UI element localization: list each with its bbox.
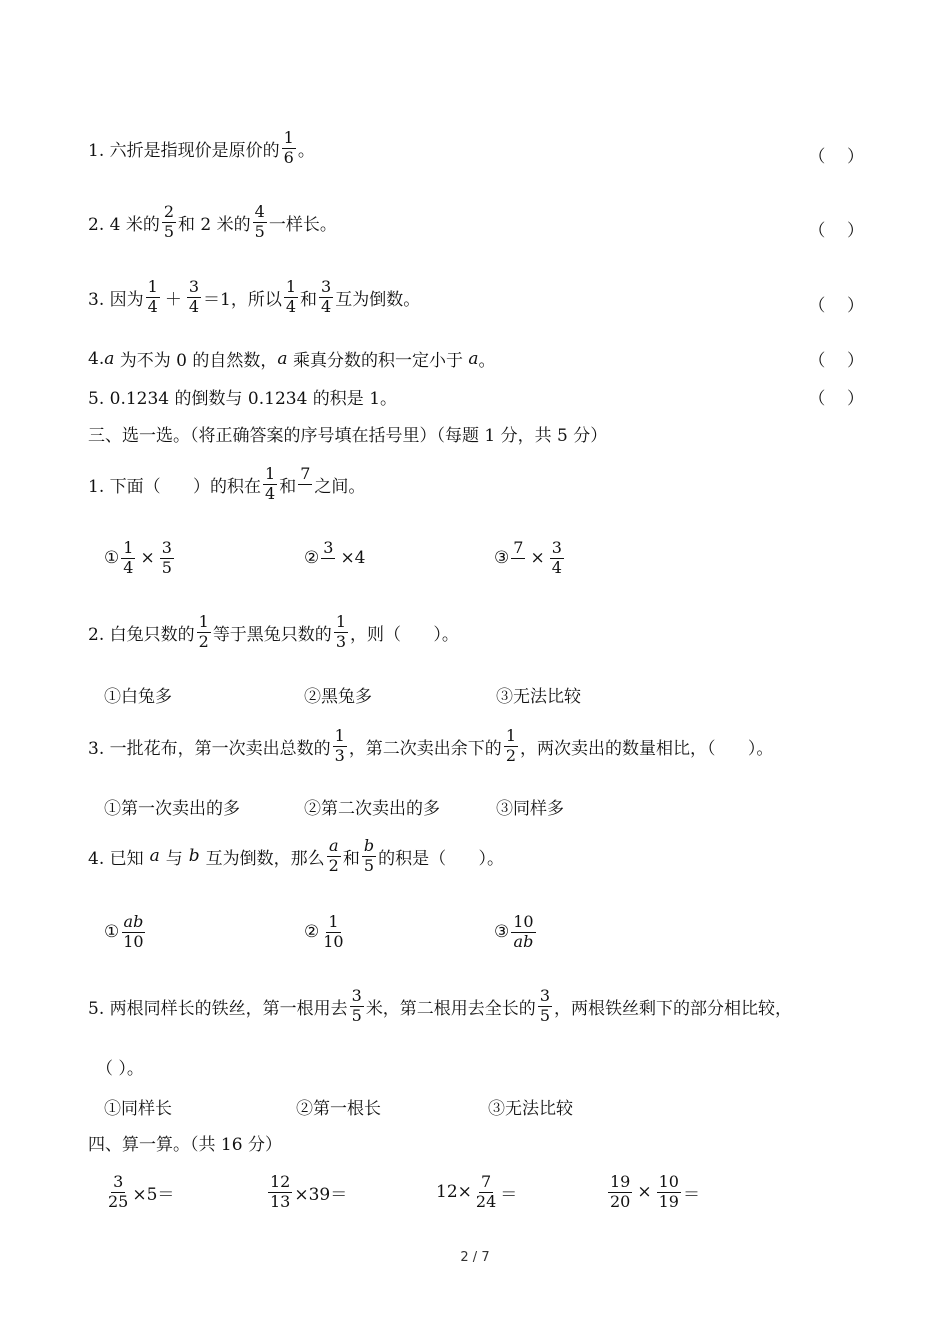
- denominator: [298, 485, 312, 503]
- option-mark: ②: [304, 922, 320, 943]
- q-text: 1. 六折是指现价是原价的: [88, 140, 280, 161]
- s3-q3: [88, 728, 773, 765]
- numerator: 19: [610, 1172, 631, 1191]
- denominator: 4: [551, 557, 562, 577]
- calc-4: [606, 1174, 700, 1211]
- numerator: 1: [334, 726, 345, 745]
- denominator: 4: [285, 296, 297, 316]
- judge-q3: [88, 279, 420, 316]
- numerator: 3: [323, 538, 334, 557]
- fraction: [474, 1174, 498, 1211]
- q-text: 的积是（ ）。: [378, 848, 505, 869]
- denominator: 2: [505, 745, 516, 765]
- q-text: ，则（ ）。: [350, 624, 459, 645]
- judge-q1: [88, 130, 315, 167]
- s3-q5-cont: （ ）。: [96, 1059, 144, 1079]
- fraction: [321, 914, 345, 951]
- denominator: 6: [283, 147, 294, 167]
- judge-q5: [88, 384, 397, 409]
- denominator: 20: [610, 1191, 631, 1211]
- s3-q2-option-1[interactable]: ①白兔多: [104, 687, 172, 707]
- fraction: [327, 838, 341, 875]
- variable: a: [277, 348, 288, 369]
- q-text: ，两根铁丝剩下的部分相比较，: [554, 998, 792, 1019]
- denominator: 4: [123, 557, 134, 577]
- denominator: 3: [335, 631, 346, 651]
- variable: a: [468, 348, 479, 369]
- fraction: [550, 540, 564, 577]
- q-text: 5. 0.1234 的倒数与 0.1234 的积是 1。: [88, 389, 398, 409]
- fraction: [282, 130, 296, 167]
- answer-paren[interactable]: （ ）: [808, 389, 864, 409]
- numerator: 3: [321, 277, 332, 296]
- s3-q4-option-2[interactable]: [304, 914, 348, 951]
- denominator: 4: [321, 296, 332, 316]
- q-text: 乘真分数的积一定小于: [287, 351, 469, 371]
- numerator: b: [363, 836, 375, 855]
- numerator: 1: [285, 277, 297, 296]
- answer-paren[interactable]: （ ）: [808, 296, 864, 316]
- page-number: 2 / 7: [460, 1250, 490, 1265]
- q-text: ，第二次卖出余下的: [348, 738, 502, 759]
- option-mark: ③: [494, 922, 510, 943]
- numerator: 3: [351, 986, 362, 1005]
- fraction: [511, 914, 535, 951]
- fraction: [121, 540, 135, 577]
- numerator: 3: [539, 986, 550, 1005]
- denominator: [321, 559, 335, 577]
- q-text: 为不为 0 的自然数，: [114, 351, 278, 371]
- numerator: ab: [123, 912, 144, 931]
- denominator: 25: [108, 1191, 129, 1211]
- s3-q3-option-3[interactable]: ③同样多: [496, 799, 564, 819]
- expr-text: 12×: [436, 1182, 472, 1203]
- numerator: 10: [658, 1172, 679, 1191]
- judge-q2: [88, 204, 337, 241]
- s3-q5-option-3[interactable]: ③无法比较: [488, 1099, 573, 1119]
- s3-q3-option-1[interactable]: ①第一次卖出的多: [104, 799, 240, 819]
- variable: b: [188, 846, 200, 867]
- q-text: 互为倒数，那么: [205, 848, 325, 869]
- fraction: [511, 540, 525, 577]
- numerator: 4: [254, 202, 265, 221]
- q-text: ，两次卖出的数量相比，（ ）。: [520, 738, 774, 759]
- fraction: [657, 1174, 681, 1211]
- fraction: [197, 614, 211, 651]
- denominator: 4: [188, 296, 199, 316]
- operator: ×4: [340, 548, 366, 569]
- q-text: 4.: [88, 348, 105, 369]
- denominator: 13: [270, 1191, 291, 1211]
- denominator: 2: [328, 855, 339, 875]
- q-text: 。: [478, 351, 496, 371]
- denominator: 3: [334, 745, 345, 765]
- denominator: 5: [539, 1005, 550, 1025]
- s3-q4-option-1[interactable]: [104, 914, 148, 951]
- numerator: 1: [283, 128, 294, 147]
- variable: a: [149, 846, 160, 867]
- q-text: 和: [279, 476, 297, 497]
- denominator: 10: [323, 931, 344, 951]
- section3-title: 三、选一选。（将正确答案的序号填在括号里）（每题 1 分，共 5 分）: [88, 426, 608, 446]
- fraction: [106, 1174, 130, 1211]
- s3-q2-option-3[interactable]: ③无法比较: [496, 687, 581, 707]
- fraction: [162, 204, 176, 241]
- q-text: 一样长。: [268, 214, 337, 235]
- denominator: 4: [147, 296, 158, 316]
- operator: ×: [530, 548, 545, 569]
- expr-text: ×5＝: [132, 1184, 175, 1205]
- q-text: 3. 一批花布，第一次卖出总数的: [88, 738, 331, 759]
- s3-q4-option-3[interactable]: [494, 914, 538, 951]
- s3-q5: [88, 988, 792, 1025]
- numerator: 1: [123, 538, 134, 557]
- q-text: 和: [342, 848, 360, 869]
- s3-q1-option-3[interactable]: [494, 540, 566, 577]
- numerator: 3: [161, 538, 172, 557]
- s3-q1: [88, 466, 365, 503]
- q-text: 4. 已知: [88, 848, 144, 869]
- numerator: 10: [513, 912, 534, 931]
- fraction: [504, 728, 518, 765]
- fraction: [284, 279, 298, 316]
- fraction: [538, 988, 552, 1025]
- numerator: 1: [198, 612, 209, 631]
- numerator: 2: [163, 202, 175, 221]
- denominator: 4: [265, 483, 276, 503]
- q-text: 米，第二根用去全长的: [365, 998, 536, 1019]
- q-text: 互为倒数。: [335, 289, 421, 310]
- denominator: 5: [351, 1005, 362, 1025]
- answer-paren[interactable]: （ ）: [808, 221, 864, 241]
- s3-q4: [88, 838, 504, 875]
- denominator: 10: [123, 931, 144, 951]
- numerator: 1: [328, 912, 339, 931]
- calc-3: [436, 1174, 517, 1211]
- numerator: 1: [505, 726, 516, 745]
- denominator: ab: [513, 931, 534, 951]
- fraction: [146, 279, 160, 316]
- numerator: a: [327, 838, 341, 857]
- q-text: 1. 下面（ ）的积在: [88, 476, 262, 497]
- fraction: [253, 204, 267, 241]
- q-text: 3. 因为: [88, 289, 144, 310]
- q-text: 2. 4 米的: [88, 214, 160, 235]
- q-text: 之间。: [314, 476, 366, 497]
- numerator: 3: [113, 1172, 124, 1191]
- q-text: 和: [300, 289, 318, 310]
- denominator: 5: [163, 221, 175, 241]
- fraction: [263, 466, 277, 503]
- option-mark: ①: [104, 548, 120, 569]
- q-text: 。: [297, 140, 315, 161]
- fraction: [334, 614, 348, 651]
- denominator: [511, 559, 525, 577]
- fraction: [321, 540, 335, 577]
- s3-q1-option-2[interactable]: [304, 540, 369, 577]
- denominator: 5: [254, 221, 265, 241]
- calc-2: [266, 1174, 347, 1211]
- s3-q1-option-1[interactable]: [104, 540, 176, 577]
- fraction: [319, 279, 333, 316]
- q-text: 和 2 米的: [178, 214, 251, 235]
- expr-text: ＝: [500, 1184, 518, 1205]
- numerator: 1: [265, 464, 276, 483]
- fraction: [298, 466, 312, 503]
- answer-paren[interactable]: （ ）: [808, 147, 864, 167]
- fraction: [333, 728, 347, 765]
- fraction: [608, 1174, 632, 1211]
- s3-q3-option-2[interactable]: ②第二次卖出的多: [304, 799, 440, 819]
- numerator: 12: [270, 1172, 291, 1191]
- numerator: 7: [300, 464, 311, 483]
- s3-q2-option-2[interactable]: ②黑兔多: [304, 687, 372, 707]
- expr-text: ＝: [682, 1184, 700, 1205]
- fraction: [160, 540, 174, 577]
- expr-text: ×39＝: [294, 1184, 348, 1205]
- numerator: 3: [551, 538, 562, 557]
- operator: ×: [637, 1182, 652, 1203]
- numerator: 3: [188, 277, 199, 296]
- s3-q5-option-2[interactable]: ②第一根长: [296, 1099, 381, 1119]
- numerator: 1: [335, 612, 346, 631]
- operator: ＋: [164, 289, 182, 310]
- option-mark: ③: [494, 548, 510, 569]
- fraction: [350, 988, 364, 1025]
- q-text: 与: [165, 848, 183, 869]
- denominator: 19: [658, 1191, 679, 1211]
- option-mark: ①: [104, 922, 120, 943]
- denominator: 24: [475, 1191, 497, 1211]
- q-text: 2. 白兔只数的: [88, 624, 195, 645]
- q-text: 等于黑兔只数的: [212, 624, 332, 645]
- numerator: 1: [147, 277, 158, 296]
- fraction: [362, 838, 376, 875]
- calc-1: [104, 1174, 174, 1211]
- denominator: 5: [363, 855, 375, 875]
- judge-q4: [88, 346, 496, 371]
- variable: a: [104, 348, 115, 369]
- denominator: 5: [161, 557, 172, 577]
- option-mark: ②: [304, 548, 320, 569]
- s3-q5-option-1[interactable]: ①同样长: [104, 1099, 172, 1119]
- q-text: ＝1，所以: [203, 289, 282, 310]
- numerator: 7: [480, 1172, 492, 1191]
- s3-q2: [88, 614, 459, 651]
- answer-paren[interactable]: （ ）: [808, 351, 864, 371]
- fraction: [121, 914, 145, 951]
- numerator: 7: [513, 538, 524, 557]
- operator: ×: [140, 548, 155, 569]
- fraction: [268, 1174, 292, 1211]
- denominator: 2: [198, 631, 209, 651]
- section4-title: 四、算一算。（共 16 分）: [88, 1135, 282, 1155]
- q-text: 5. 两根同样长的铁丝，第一根用去: [88, 998, 348, 1019]
- fraction: [187, 279, 201, 316]
